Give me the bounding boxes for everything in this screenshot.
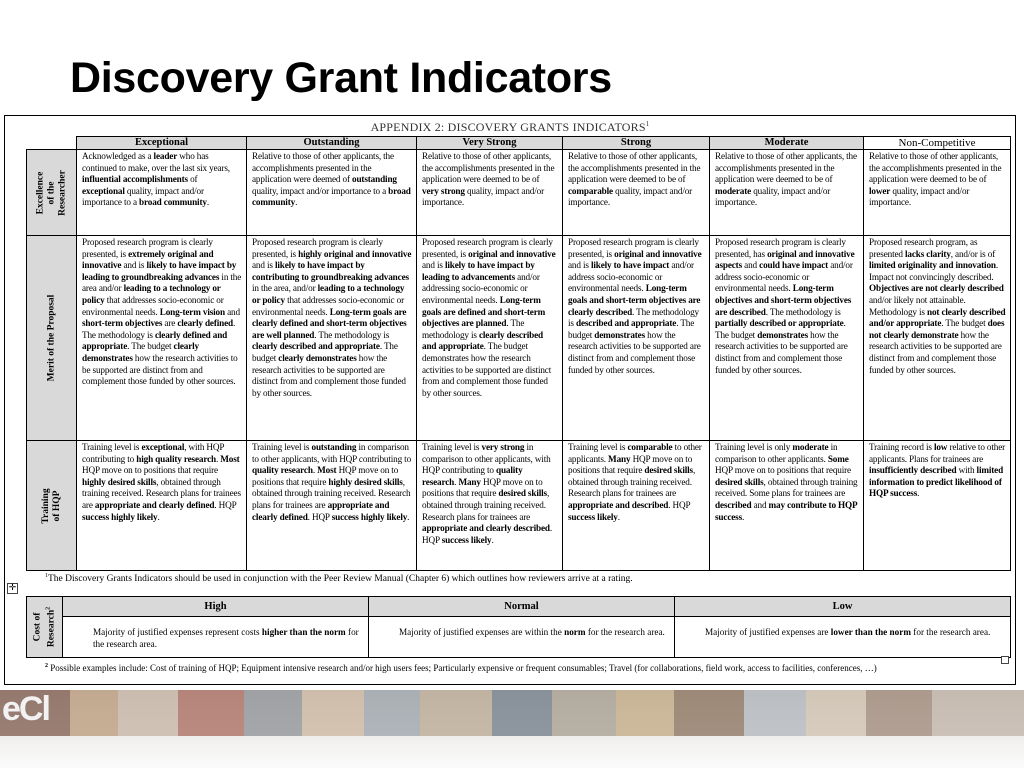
cost-header-low: Low — [675, 597, 1011, 617]
cell-merit-moderate: Proposed research program is clearly presented, has original and innovative aspects and could have impact and/or address socio-economic or environmental needs. Long-term objectives and short-term objectives are described. The methodology is partially described or appropriate. The budget demonstrates how the research activities to be supported are distinct from and complement those funded by other sources. — [710, 236, 864, 441]
document-page — [4, 115, 1016, 685]
cell-training-strong: Training level is comparable to other applicants. Many HQP move on to positions that require desired skills, obtained through training received. Research plans for trainees are appropriate and described. HQP success likely. — [563, 441, 710, 571]
column-header-non-competitive: Non-Competitive — [864, 137, 1011, 150]
appendix-title: APPENDIX 2: DISCOVERY GRANTS INDICATORS$^1$ — [370, 120, 650, 134]
cost-table — [26, 596, 1011, 658]
cell-excellence-strong: Relative to those of other applicants, the accomplishments presented in the application were deemed to be of comparable quality, impact and/or importance. — [563, 150, 710, 236]
column-header-strong: Strong — [563, 137, 710, 150]
cell-training-non-competitive: Training record is low relative to other applicants. Plans for trainees are insufficiently described with limited information to predict likelihood of HQP success. — [864, 441, 1011, 571]
cell-excellence-moderate: Relative to those of other applicants, the accomplishments presented in the application were deemed to be of moderate quality, impact and/or importance. — [710, 150, 864, 236]
cell-training-exceptional: Training level is exceptional, with HQP contributing to high quality research. Most HQP move on to positions that require highly desired skills, obtained through training received. Research plans for trainees are appropriate and clearly defined. HQP success highly likely. — [77, 441, 247, 571]
cell-excellence-non-competitive: Relative to those of other applicants, the accomplishments presented in the application were deemed to be of lower quality, impact and/or importance. — [864, 150, 1011, 236]
cell-merit-outstanding: Proposed research program is clearly presented, is highly original and innovative and is likely to have impact by contributing to groundbreaking advances in the area, and/or leading to a technology or policy that addresses socio-economic or environmental needs. Long-term goals are clearly defined and short-term objectives are well planned. The methodology is clearly described and appropriate. The budget clearly demonstrates how the research activities to be supported are distinct from and complement those funded by other sources. — [247, 236, 417, 441]
cost-header-row — [27, 597, 1011, 617]
cell-merit-exceptional: Proposed research program is clearly presented, is extremely original and innovative and is likely to have impact by leading to groundbreaking advances in the area and/or leading to a technology or policy that addresses socio-economic or environmental needs. Long-term vision and short-term objectives are clearly defined. The methodology is clearly defined and appropriate. The budget clearly demonstrates how the research activities to be supported are distinct from and complement those funded by other sources. — [77, 236, 247, 441]
column-header-exceptional: Exceptional — [77, 137, 247, 150]
slide-title: Discovery Grant Indicators — [70, 54, 612, 102]
indicators-table — [26, 136, 1011, 571]
column-header-moderate: Moderate — [710, 137, 864, 150]
cell-excellence-outstanding: Relative to those of other applicants, the accomplishments presented in the application were deemed of outstanding quality, impact and/or importance to a broad community. — [247, 150, 417, 236]
logo: eCl — [2, 690, 49, 728]
cost-row — [27, 617, 1011, 658]
cell-training-moderate: Training level is only moderate in comparison to other applicants. Some HQP move on to positions that require desired skills, obtained through training received. Some plans for trainees are described and may contribute to HQP success. — [710, 441, 864, 571]
column-header-very-strong: Very Strong — [417, 137, 563, 150]
cell-cost-normal: Majority of justified expenses are within the norm for the research area. — [369, 617, 675, 658]
cost-header-normal: Normal — [369, 597, 675, 617]
cell-merit-non-competitive: Proposed research program, as presented lacks clarity, and/or is of limited originality and innovation. Impact not convincingly described. Objectives are not clearly described and/or likely not attainable. Methodology is not clearly described and/or appropriate. The budget does not clearly demonstrate how the research activities to be supported are distinct from and complement those funded by other sources. — [864, 236, 1011, 441]
cell-merit-strong: Proposed research program is clearly presented, is original and innovative and is likely to have impact and/or address socio-economic or environmental needs. Long-term goals and short-term objectives are clearly described. The methodology is described and appropriate. The budget demonstrates how the research activities to be supported are distinct from and complement those funded by other sources. — [563, 236, 710, 441]
row-header-training: Training of HQP — [27, 441, 77, 571]
corner-cell — [27, 137, 77, 150]
cell-merit-very-strong: Proposed research program is clearly presented, is original and innovative and is likely to have impact by leading to advancements and/or addressing socio-economic or environmental needs. Long-term goals are defined and short-term objectives are planned. The methodology is clearly described and appropriate. The budget demonstrates how the research activities to be supported are distinct from and complement those funded by other sources. — [417, 236, 563, 441]
photo-tiles — [0, 690, 1024, 736]
footnote-1: $^1$The Discovery Grants Indicators should be used in conjunction with the Peer Review Manual (Chapter 6) which outlines how reviewers arrive at a rating. — [45, 573, 633, 585]
decorative-image-strip — [0, 690, 1024, 768]
footnote-2: $^2$ Possible examples include: Cost of training of HQP; Equipment intensive research and/or high users fees; Particularly expensive or frequent consumables; Travel (for collaborations, field work, access to facilities, conferences, …) — [45, 663, 877, 673]
row-training — [27, 441, 1011, 571]
cell-excellence-exceptional: Acknowledged as a leader who has continued to make, over the last six years, influential accomplishments of exceptional quality, impact and/or importance to a broad community. — [77, 150, 247, 236]
row-header-cost: Cost of Research$^2$ — [27, 597, 63, 658]
header-row — [27, 137, 1011, 150]
row-merit — [27, 236, 1011, 441]
cell-excellence-very-strong: Relative to those of other applicants, the accomplishments presented in the application were deemed to be of very strong quality, impact and/or importance. — [417, 150, 563, 236]
cell-training-very-strong: Training level is very strong in comparison to other applicants, with HQP contributing to quality research. Many HQP move on to positions that require desired skills, obtained through training received. Research plans for trainees are appropriate and clearly described. HQP success likely. — [417, 441, 563, 571]
cell-cost-high: Majority of justified expenses represent costs higher than the norm for the research area. — [63, 617, 369, 658]
row-header-merit: Merit of the Proposal — [27, 236, 77, 441]
column-header-outstanding: Outstanding — [247, 137, 417, 150]
move-icon[interactable]: ✛ — [8, 583, 17, 593]
row-header-excellence: Excellence of the Researcher — [27, 150, 77, 236]
cell-training-outstanding: Training level is outstanding in comparison to other applicants, with HQP contributing to quality research. Most HQP move on to positions that require highly desired skills, obtained through training received. Research plans for trainees are appropriate and clearly defined. HQP success highly likely. — [247, 441, 417, 571]
cost-header-high: High — [63, 597, 369, 617]
row-excellence — [27, 150, 1011, 236]
cell-cost-low: Majority of justified expenses are lower than the norm for the research area. — [675, 617, 1011, 658]
